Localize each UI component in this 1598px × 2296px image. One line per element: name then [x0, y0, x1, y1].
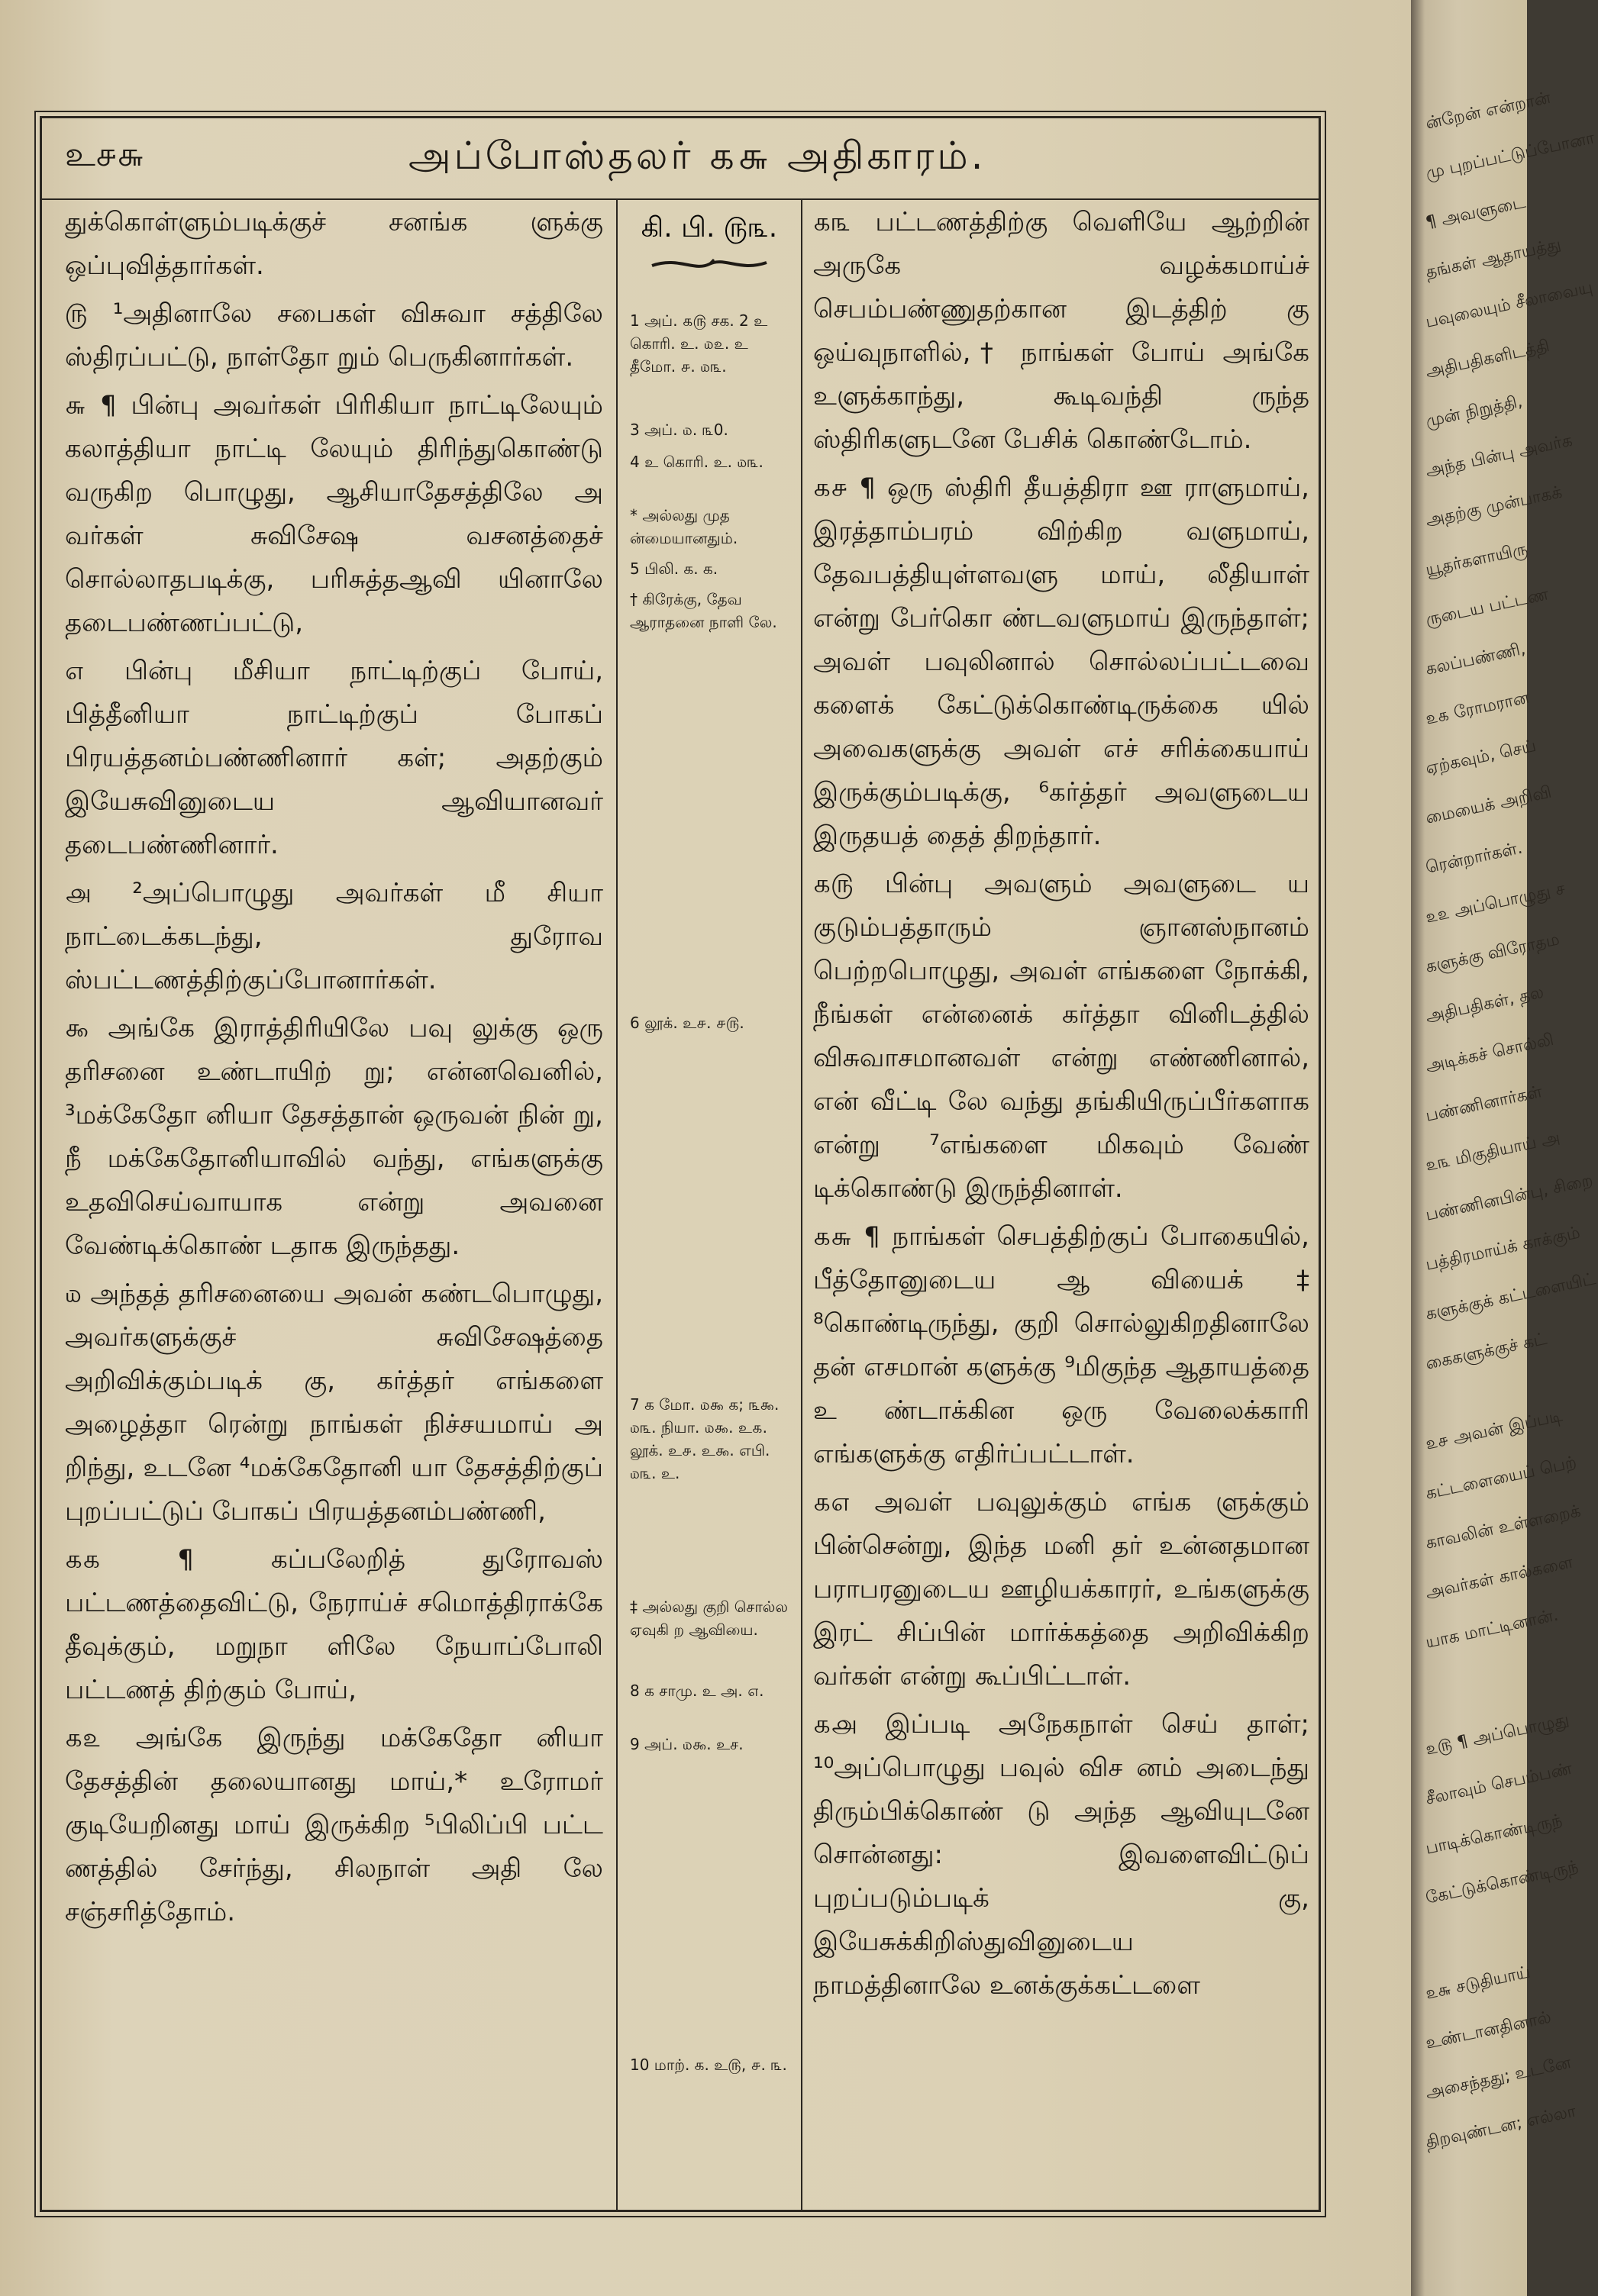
page-fragment: சீலாவும் செபம்பண்	[1424, 1759, 1574, 1809]
year-heading: கி. பி. ௫௩.	[641, 212, 778, 243]
verse-paragraph: ௧௧ ¶ கப்பலேறித் துரோவஸ் பட்டணத்தைவிட்டு, நேராய்ச் சமொத்திராக்கே தீவுக்கும், மறுநா ளிலே நேயாப்போலி பட்டணத் திற்கும் போய்,	[65, 1544, 603, 1705]
page-fragment: காவலின் உள்ளறைக்	[1424, 1501, 1583, 1553]
page-fragment: களுக்குக் கட்டளையிட்	[1424, 1269, 1598, 1324]
page-fragment: பவுலையும் சீலாவையு	[1424, 277, 1595, 332]
verse-paragraph: ௧௪ ¶ ஒரு ஸ்திரி தீயத்திரா ஊ ராளுமாய், இரத்தாம்பரம் விற்கிற வளுமாய், தேவபத்தியுள்ளவளு மாய், லீதியாள் என்று பேர்கொ ண்டவளுமாய் இருந்தாள்; அவள் பவுலினால் சொல்லப்பட்டவை களைக் கேட்டுக்கொண்டிருக்கை யில் அவைகளுக்கு அவள் எச் சரிக்கையாய் இருக்கும்படிக்கு, ⁶கர்த்தர் அவளுடைய இருதயத் தைத் திறந்தார்.	[813, 472, 1309, 851]
page-fragment: பண்ணினார்கள்	[1424, 1082, 1545, 1126]
verse-paragraph: ௧௨ அங்கே இருந்து மக்கேதோ னியா தேசத்தின் தலையானது மாய்,* உரோமர் குடியேறினது மாய் இருக்கிற ⁵பிலிப்பி பட்ட ணத்தில் சேர்ந்து, சிலநாள் அதி லே சஞ்சரித்தோம்.	[65, 1723, 603, 1927]
page-fragment: திறவுண்டன; எல்லா	[1424, 2101, 1578, 2152]
verse-paragraph: ௧௮ இப்படி அநேகநாள் செய் தாள்; ¹⁰அப்பொழுது பவுல் விச னம் அடைந்து திரும்பிக்கொண் டு அந்த ஆவியுடனே சொன்னது: இவளைவிட்டுப் புறப்படும்படிக் கு, இயேசுக்கிறிஸ்துவினுடைய நாமத்தினாலே உனக்குக்கட்டளை	[813, 1709, 1309, 2001]
page-number: உ௪௬	[65, 135, 145, 174]
cross-reference: 8 க சாமு. உ அ. ௭.	[630, 1682, 764, 1700]
verse-paragraph: ௭ பின்பு மீசியா நாட்டிற்குப் போய், பித்தீனியா நாட்டிற்குப் போகப் பிரயத்தனம்பண்ணினார் கள்; அதற்கும் இயேசுவினுடைய ஆவியானவர் தடைபண்ணினார்.	[65, 656, 603, 860]
page-fragment: கட்டளையைப் பெற்	[1424, 1453, 1579, 1504]
page-fragment: ௨௧ ரோமரான	[1424, 688, 1532, 729]
ornament-divider	[648, 255, 770, 273]
verse-paragraph: ௮ ²அப்பொழுது அவர்கள் மீ சியா நாட்டைக்கடந்து, துரோவ ஸ்பட்டணத்திற்குப்போனார்கள்.	[65, 878, 603, 995]
page-fragment: ருடைய பட்டண	[1424, 585, 1551, 630]
page-fragment: கலப்பண்ணி,	[1424, 639, 1528, 679]
cross-reference: 3 அப். ௰. ௩0.	[630, 421, 728, 439]
page-fragment: அதிபதிகள், தல	[1424, 982, 1546, 1027]
cross-reference: * அல்லது முத ன்மையானதும்.	[630, 506, 738, 547]
page-fragment: களுக்கு விரோதம	[1424, 930, 1561, 977]
page-fragment: யூதர்களாயிரு	[1424, 540, 1530, 580]
right-text-column	[813, 201, 1309, 2210]
page-fragment: அசைந்தது; உடனே	[1424, 2053, 1573, 2103]
cross-reference: 6 லூக். உ௪. ௪௫.	[630, 1014, 744, 1032]
verse-paragraph: ௰ அந்தத் தரிசனையை அவன் கண்டபொழுது, அவர்களுக்குச் சுவிசேஷத்தை அறிவிக்கும்படிக் கு, கர்த்தர் எங்களை அழைத்தா ரென்று நாங்கள் நிச்சயமாய் அ றிந்து, உடனே ⁴மக்கேதோனி யா தேசத்திற்குப் புறப்பட்டுப் போகப் பிரயத்தனம்பண்ணி,	[65, 1279, 603, 1527]
page-fragment: பாடிக்கொண்டிருந்	[1424, 1811, 1564, 1859]
verse-paragraph: ௬ ¶ பின்பு அவர்கள் பிரிகியா நாட்டிலேயும் கலாத்தியா நாட்டி லேயும் திரிந்துகொண்டு வருகிற பொழுது, ஆசியாதேசத்திலே அ வர்கள் சுவிசேஷ வசனத்தைச் சொல்லாதபடிக்கு, பரிசுத்தஆவி யினாலே தடைபண்ணப்பட்டு,	[65, 390, 603, 638]
cross-reference: 9 அப். ௰௯. உச.	[630, 1735, 744, 1753]
verse-paragraph: ௫ ¹அதினாலே சபைகள் விசுவா சத்திலே ஸ்திரப்பட்டு, நாள்தோ றும் பெருகினார்கள்.	[65, 298, 603, 372]
verse-paragraph: ௧௫ பின்பு அவளும் அவளுடை ய குடும்பத்தாரும் ஞானஸ்நானம் பெற்றபொழுது, அவள் எங்களை நோக்கி, நீங்கள் என்னைக் கர்த்தா வினிடத்தில் விசுவாசமானவள் என்று எண்ணினால், என் வீட்டி லே வந்து தங்கியிருப்பீர்களாக என்று ⁷எங்களை மிகவும் வேண் டிக்கொண்டு இருந்தினாள்.	[813, 869, 1309, 1204]
page-fragment: பண்ணினபின்பு, சிறை	[1424, 1170, 1595, 1225]
page-fragment: மு புறப்பட்டுப்போனா	[1424, 128, 1596, 183]
reference-column	[616, 198, 802, 2210]
page-fragment: ௨௫ ¶ அப்பொழுது	[1424, 1710, 1571, 1759]
verse-paragraph: ௧௩ பட்டணத்திற்கு வெளியே ஆற்றின் அருகே வழக்கமாய்ச் செபம்பண்ணுதற்கான இடத்திற் கு ஒய்வுநாளில்,† நாங்கள் போய் அங்கே உளுக்காந்து, கூடிவந்தி ருந்த ஸ்திரிகளுடனே பேசிக் கொண்டோம்.	[813, 207, 1309, 455]
page-fragment: ௨௨ அப்பொழுது ச	[1424, 879, 1567, 927]
cross-reference: † கிரேக்கு, தேவ ஆராதனை நாளி லே.	[630, 590, 777, 631]
left-text-column	[65, 201, 603, 2210]
page-fragment: தங்கள் ஆதாயத்து	[1424, 234, 1563, 282]
page-fragment: அதற்கு முன்பாகக்	[1424, 482, 1564, 530]
page-fragment: மையைக் அறிவி	[1424, 782, 1554, 828]
page-fragment: உண்டானதினால்	[1424, 2007, 1554, 2053]
verse-paragraph: ௧௬ ¶ நாங்கள் செபத்திற்குப் போகையில், பீத்தோனுடைய ஆ வியைக்‡ ⁸கொண்டிருந்து, குறி சொல்லுகிறதினாலே தன் எசமான் களுக்கு ⁹மிகுந்த ஆதாயத்தை உ ண்டாக்கின ஒரு வேலைக்காரி எங்களுக்கு எதிர்ப்பட்டாள்.	[813, 1221, 1309, 1469]
cross-reference: 5 பிலி. க. க.	[630, 559, 718, 578]
page-header	[42, 118, 1319, 200]
cross-reference: 7 க மோ. ௰௯ க; ௩௯. ௰௩. நியா. ௰௯. உ௧. லூக். உ௪. உ௯. எபி. ௰௩. உ.	[630, 1395, 780, 1482]
chapter-title: அப்போஸ்தலர் ௧௬ அதிகாரம்.	[408, 134, 986, 178]
page-fragment: யாக மாட்டினான்.	[1424, 1605, 1561, 1653]
page-fragment: ௨௩ மிகுதியாய் அ	[1424, 1128, 1562, 1175]
page-fragment: பத்திரமாய்க் காக்கும்	[1424, 1223, 1582, 1275]
page-fragment: ¶ அவளுடை	[1424, 192, 1528, 233]
page-fragment: ஏற்கவும், செய்	[1424, 736, 1538, 779]
page-fragment: முன் நிறுத்தி,	[1424, 392, 1525, 431]
page-fragment: ௨௬ சடுதியாய்	[1424, 1962, 1532, 2004]
page-fragment: கைகளுக்குச் கட்	[1424, 1329, 1549, 1374]
page-fragment: அடிக்கச் சொல்லி	[1424, 1030, 1556, 1076]
cross-reference: 10 மாற். க. உ௫, ௪. ௩.	[630, 2056, 787, 2074]
page-fragment: ன்றேன் என்றான்	[1424, 88, 1553, 134]
page-fragment: அந்த பின்பு அவர்க	[1424, 430, 1574, 481]
verse-paragraph: துக்கொள்ளும்படிக்குச் சனங்க ளுக்கு ஒப்புவித்தார்கள்.	[65, 207, 603, 281]
cross-reference: ‡ அல்லது குறி சொல்ல ஏவுகி ற ஆவியை.	[630, 1598, 789, 1639]
cross-reference: 4 உ கொரி. உ. ௰௩.	[630, 453, 763, 471]
page-fragment: அவர்கள் கால்களை	[1424, 1553, 1575, 1603]
page-fragment: ரென்றார்கள்.	[1424, 838, 1525, 878]
verse-paragraph: ௧௭ அவள் பவுலுக்கும் எங்க ளுக்கும் பின்சென்று, இந்த மனி தர் உன்னதமான பராபரனுடைய ஊழியக்காரர், உங்களுக்கு இரட் சிப்பின் மார்க்கத்தை அறிவிக்கிற வர்கள் என்று கூப்பிட்டாள்.	[813, 1487, 1309, 1691]
page-fragment: கேட்டுக்கொண்டிருந்	[1424, 1856, 1580, 1908]
adjacent-page-edge	[1411, 0, 1598, 2296]
page-fragment: ௨௪ அவன் இப்படி	[1424, 1406, 1564, 1454]
page-frame	[40, 116, 1321, 2212]
cross-reference: 1 அப். ௧௫ சக. 2 உ கொரி. உ. ௰௨. உ தீமோ. ௪. ௰௩.	[630, 311, 768, 376]
page-fragment: அதிபதிகளிடத்தி	[1424, 336, 1551, 382]
verse-paragraph: ௯ அங்கே இராத்திரியிலே பவு லுக்கு ஒரு தரிசனை உண்டாயிற் று; என்னவெனில், ³மக்கேதோ னியா தேசத்தான் ஒருவன் நின் று, நீ மக்கேதோனியாவில் வந்து, எங்களுக்கு உதவிசெய்வாயாக என்று அவனை வேண்டிக்கொண் டதாக இருந்தது.	[65, 1013, 603, 1261]
